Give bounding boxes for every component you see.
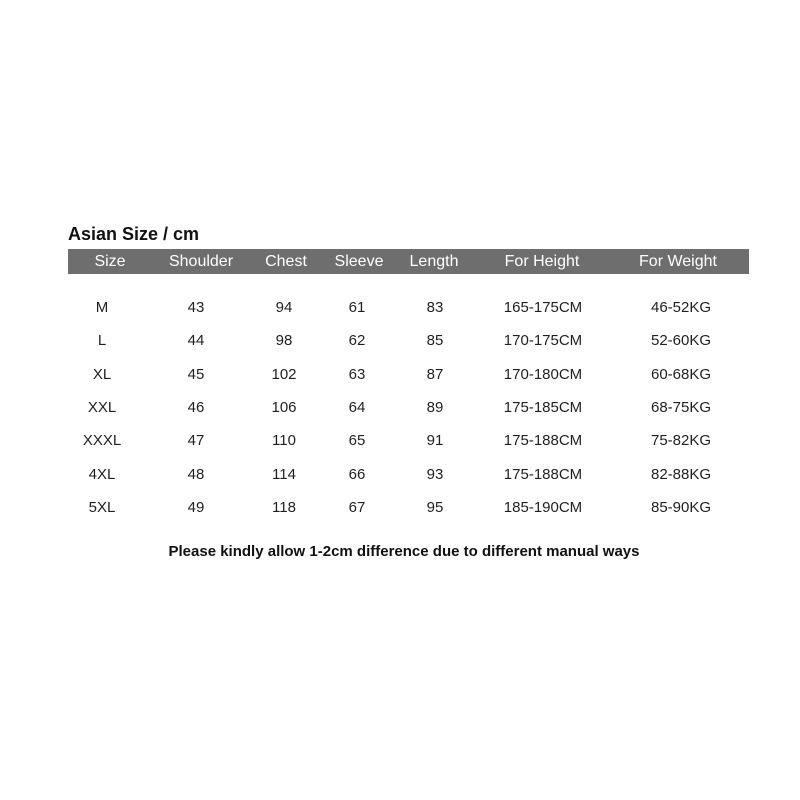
cell-length: 95 (426, 499, 444, 516)
cell-for-height: 185-190CM (503, 499, 583, 516)
cell-size: 4XL (88, 466, 116, 483)
cell-for-height: 170-175CM (503, 332, 583, 349)
cell-sleeve: 61 (348, 299, 366, 316)
cell-for-weight: 75-82KG (650, 432, 712, 449)
cell-for-height: 165-175CM (503, 299, 583, 316)
table-row (68, 296, 749, 320)
cell-chest: 110 (272, 432, 296, 449)
cell-chest: 118 (272, 499, 296, 516)
table-row (68, 463, 749, 487)
cell-chest: 98 (275, 332, 293, 349)
cell-size: L (97, 332, 107, 349)
cell-size: M (95, 299, 109, 316)
header-sleeve: Sleeve (334, 253, 384, 270)
cell-shoulder: 48 (187, 466, 205, 483)
table-row (68, 396, 749, 420)
cell-for-height: 170-180CM (503, 366, 583, 383)
cell-shoulder: 47 (187, 432, 205, 449)
cell-length: 91 (426, 432, 444, 449)
cell-shoulder: 46 (187, 399, 205, 416)
cell-for-weight: 68-75KG (650, 399, 712, 416)
cell-length: 87 (426, 366, 444, 383)
cell-shoulder: 44 (187, 332, 205, 349)
table-header (68, 249, 749, 274)
cell-size: 5XL (88, 499, 116, 516)
cell-for-height: 175-188CM (503, 432, 583, 449)
cell-for-height: 175-188CM (503, 466, 583, 483)
table-row (68, 329, 749, 353)
cell-shoulder: 43 (187, 299, 205, 316)
cell-chest: 102 (271, 366, 297, 383)
measurement-note: Please kindly allow 1-2cm difference due to different manual ways (168, 543, 640, 560)
header-for-weight: For Weight (639, 253, 717, 270)
cell-sleeve: 64 (348, 399, 366, 416)
cell-for-weight: 82-88KG (650, 466, 712, 483)
cell-shoulder: 49 (187, 499, 205, 516)
cell-sleeve: 65 (348, 432, 366, 449)
size-chart-title: Asian Size / cm (68, 224, 200, 244)
cell-size: XL (92, 366, 112, 383)
cell-for-weight: 60-68KG (650, 366, 712, 383)
cell-sleeve: 66 (348, 466, 366, 483)
cell-chest: 106 (271, 399, 297, 416)
cell-shoulder: 45 (187, 366, 205, 383)
cell-length: 85 (426, 332, 444, 349)
cell-sleeve: 63 (348, 366, 366, 383)
table-row (68, 496, 749, 520)
header-length: Length (409, 253, 459, 270)
cell-chest: 114 (272, 466, 296, 483)
cell-for-weight: 85-90KG (650, 499, 712, 516)
header-chest: Chest (265, 253, 307, 270)
cell-sleeve: 67 (348, 499, 366, 516)
header-for-height: For Height (504, 253, 580, 270)
cell-size: XXXL (82, 432, 122, 449)
cell-size: XXL (87, 399, 117, 416)
header-shoulder: Shoulder (168, 253, 234, 270)
cell-length: 83 (426, 299, 444, 316)
cell-chest: 94 (275, 299, 293, 316)
table-row (68, 429, 749, 453)
cell-length: 89 (426, 399, 444, 416)
cell-for-height: 175-185CM (503, 399, 583, 416)
table-row (68, 363, 749, 387)
cell-length: 93 (426, 466, 444, 483)
header-size: Size (94, 253, 126, 270)
cell-for-weight: 52-60KG (650, 332, 712, 349)
cell-sleeve: 62 (348, 332, 366, 349)
cell-for-weight: 46-52KG (650, 299, 712, 316)
